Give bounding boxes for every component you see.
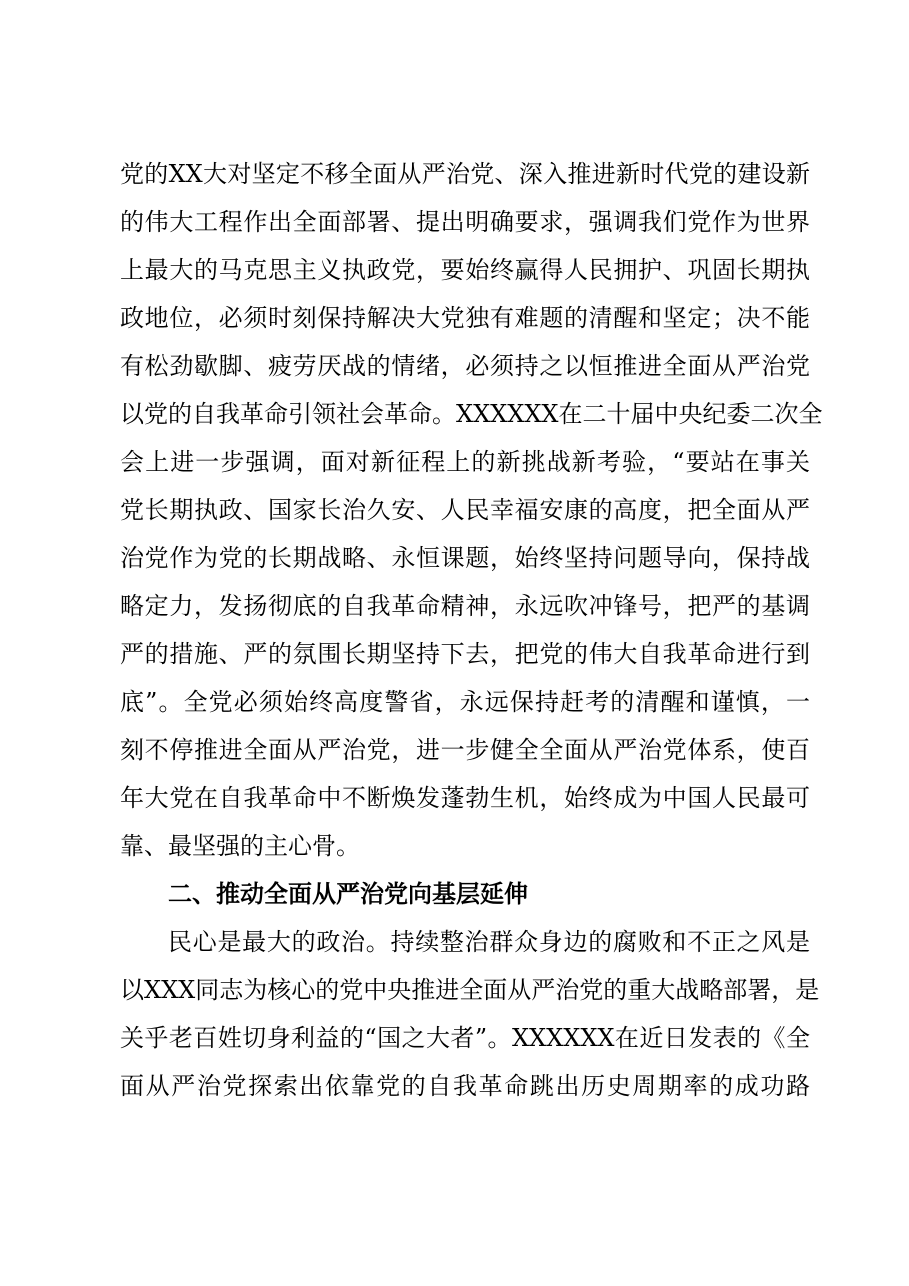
paragraph-2-line-2: 以XXX同志为核心的党中央推进全面从严治党的重大战略部署，是 (120, 976, 820, 1004)
paragraph-1-line-4: 政地位，必须时刻保持解决大党独有难题的清醒和坚定；决不能 (120, 304, 810, 332)
paragraph-1-line-13: 刻不停推进全面从严治党，进一步健全全面从严治党体系，使百 (120, 736, 810, 764)
paragraph-1-line-5: 有松劲歇脚、疲劳厌战的情绪，必须持之以恒推进全面从严治党 (120, 352, 810, 380)
paragraph-1-line-2: 的伟大工程作出全面部署、提出明确要求，强调我们党作为世界 (120, 208, 810, 236)
paragraph-1-line-15: 靠、最坚强的主心骨。 (120, 832, 360, 860)
section-heading: 二、推动全面从严治党向基层延伸 (168, 880, 528, 908)
document-body (120, 150, 823, 1110)
paragraph-1-line-11: 严的措施、严的氛围长期坚持下去，把党的伟大自我革命进行到 (120, 640, 810, 668)
paragraph-1-line-6: 以党的自我革命引领社会革命。XXXXXX在二十届中央纪委二次全 (120, 400, 823, 428)
paragraph-1-line-3: 上最大的马克思主义执政党，要始终赢得人民拥护、巩固长期执 (120, 256, 810, 284)
paragraph-1-line-9: 治党作为党的长期战略、永恒课题，始终坚持问题导向，保持战 (120, 544, 810, 572)
paragraph-2-line-1: 民心是最大的政治。持续整治群众身边的腐败和不正之风是 (168, 928, 810, 956)
paragraph-1-line-7: 会上进一步强调，面对新征程上的新挑战新考验，“要站在事关 (120, 448, 810, 476)
paragraph-2-line-3: 关乎老百姓切身利益的“国之大者”。XXXXXX在近日发表的《全 (120, 1024, 810, 1052)
paragraph-1-line-12: 底”。全党必须始终高度警省，永远保持赶考的清醒和谨慎，一 (120, 688, 810, 716)
paragraph-1-line-10: 略定力，发扬彻底的自我革命精神，永远吹冲锋号，把严的基调 (120, 592, 810, 620)
paragraph-1-line-1: 党的XX大对坚定不移全面从严治党、深入推进新时代党的建设新 (120, 160, 810, 188)
paragraph-1-line-8: 党长期执政、国家长治久安、人民幸福安康的高度，把全面从严 (120, 496, 810, 524)
paragraph-2-line-4: 面从严治党探索出依靠党的自我革命跳出历史周期率的成功路 (120, 1072, 810, 1100)
paragraph-1-line-14: 年大党在自我革命中不断焕发蓬勃生机，始终成为中国人民最可 (120, 784, 810, 812)
